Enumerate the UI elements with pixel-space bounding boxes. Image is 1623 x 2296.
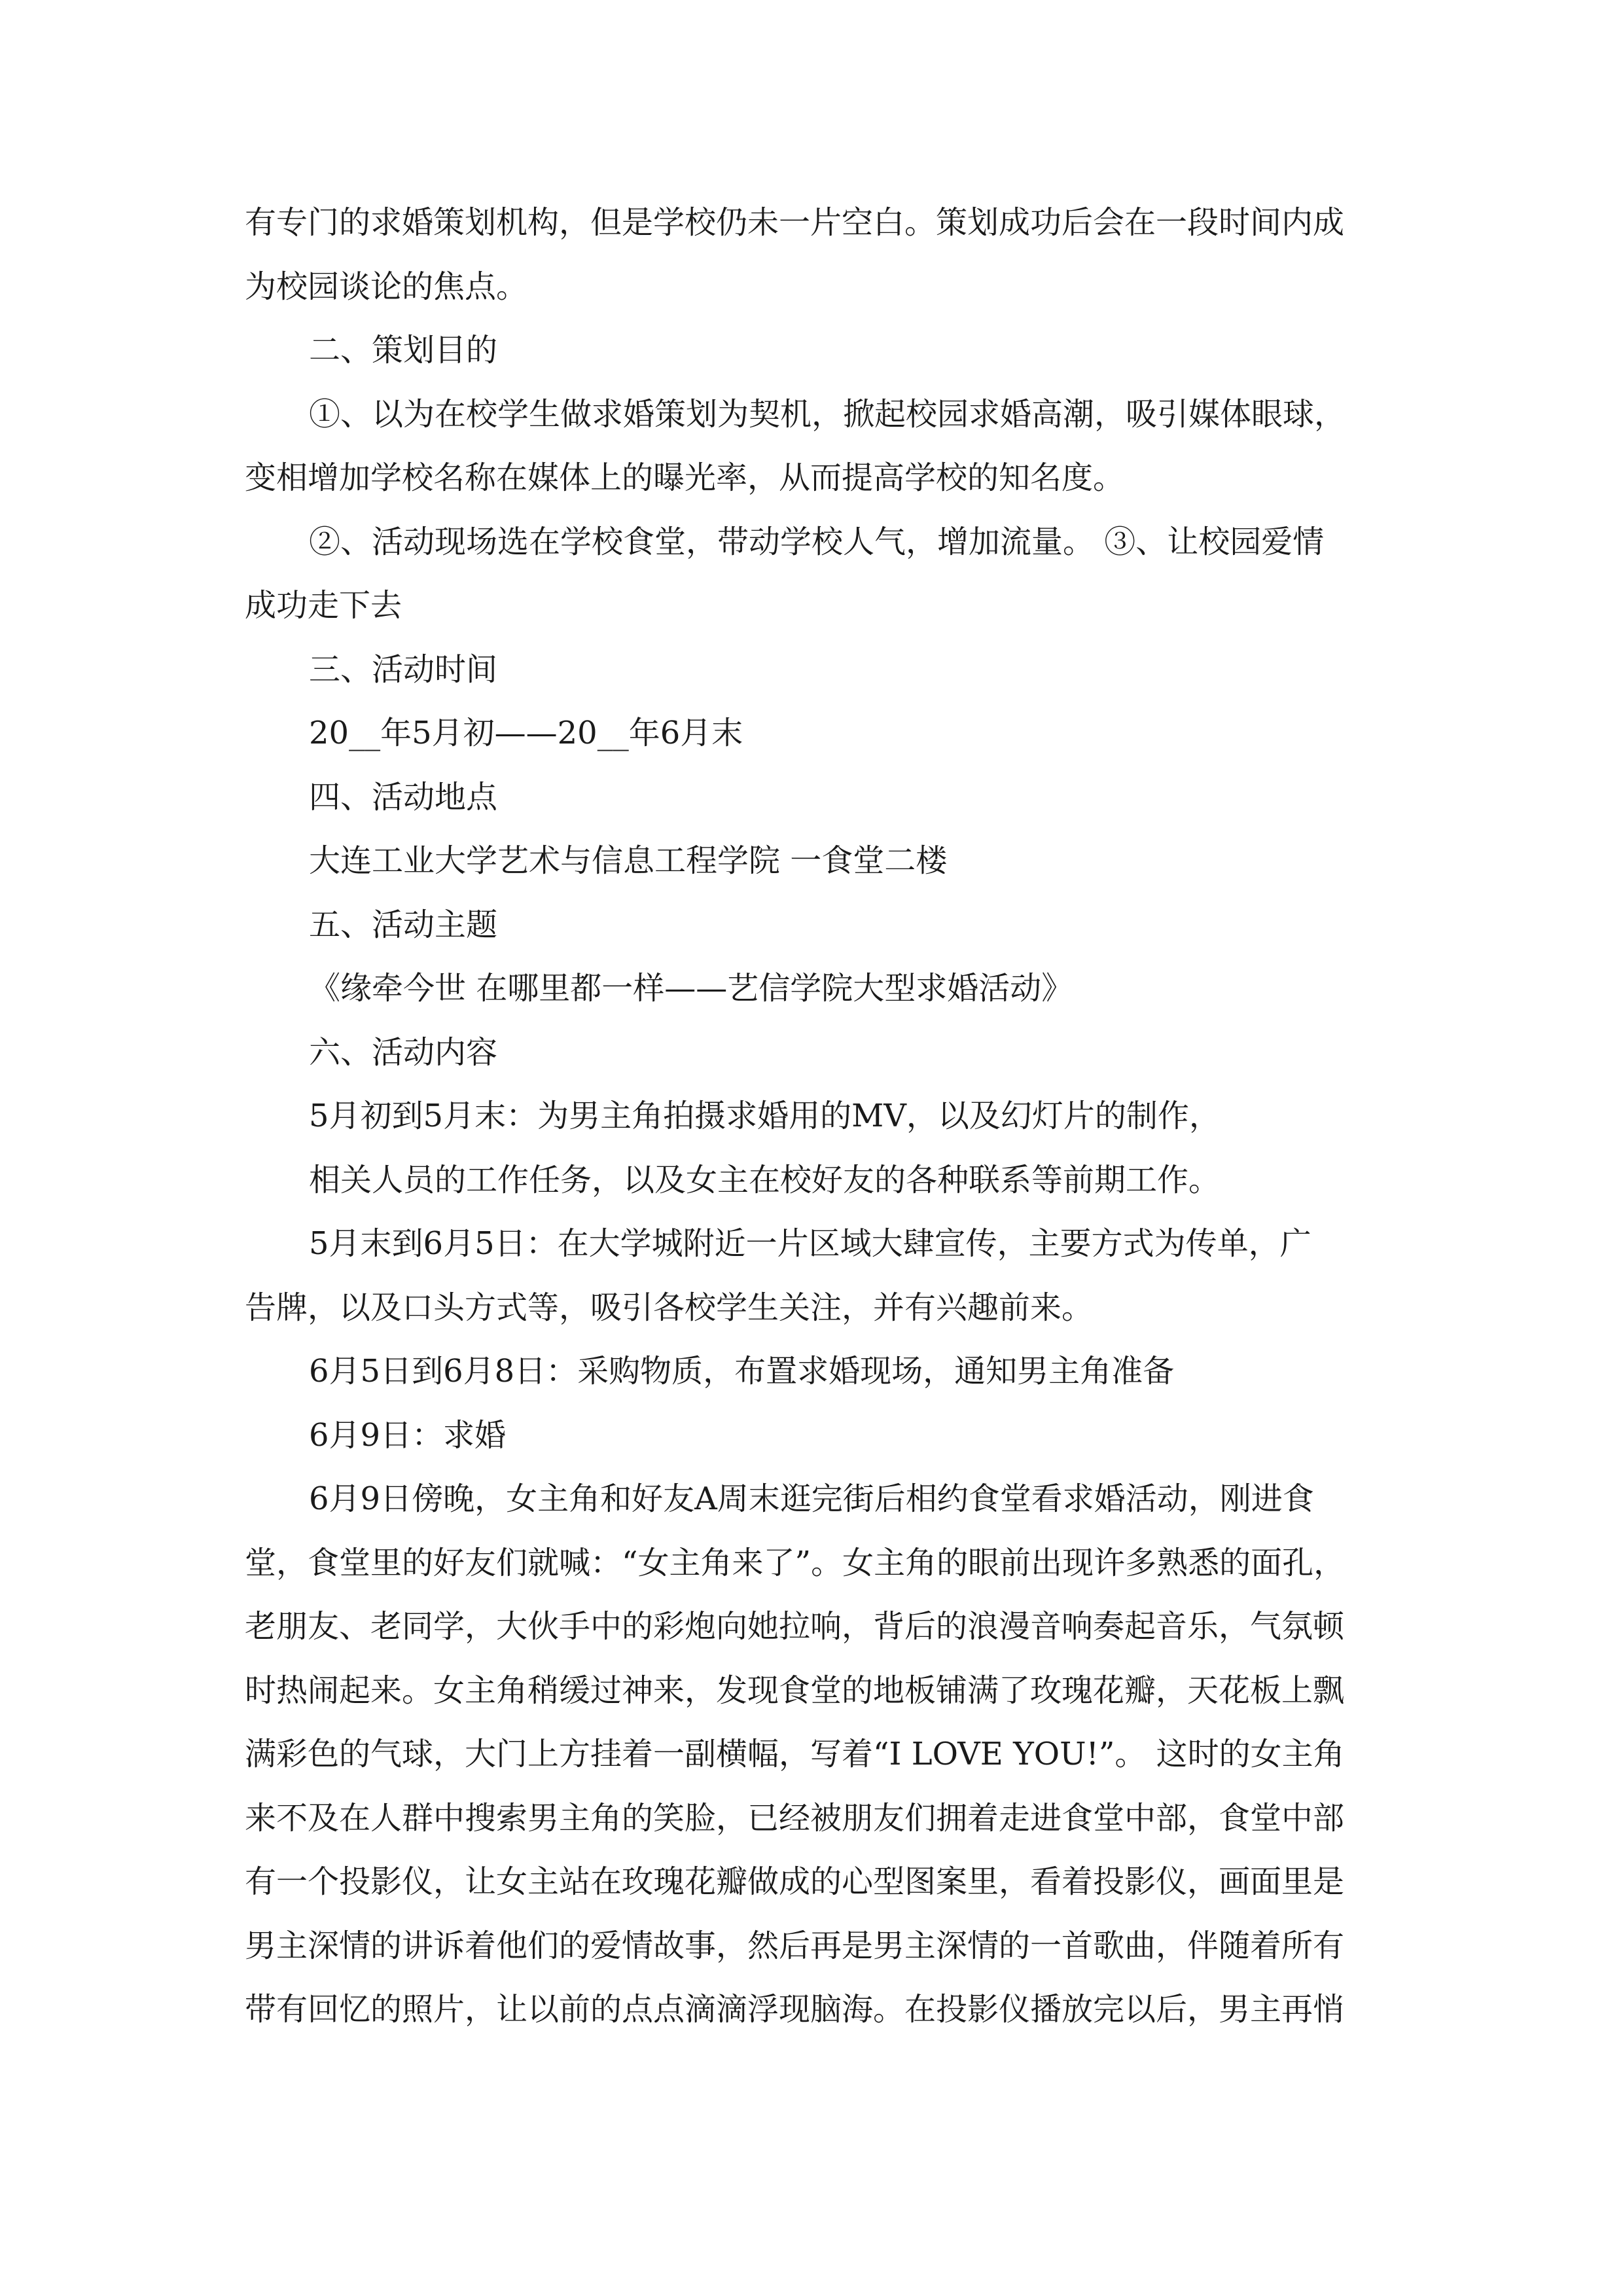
text-line: ①、以为在校学生做求婚策划为契机，掀起校园求婚高潮，吸引媒体眼球， [309, 396, 1346, 433]
text-line: 男主深情的讲诉着他们的爱情故事，然后再是男主深情的一首歌曲，伴随着所有 [245, 1928, 1345, 1964]
text-line: 20__年5月初——20__年6月末 [309, 715, 743, 751]
text-line: 有专门的求婚策划机构，但是学校仍未一片空白。策划成功后会在一段时间内成 [245, 204, 1345, 241]
section-heading-time: 三、活动时间 [309, 651, 498, 688]
text-line: 变相增加学校名称在媒体上的曝光率，从而提高学校的知名度。 [245, 459, 1125, 496]
text-line: 满彩色的气球，大门上方挂着一副横幅，写着“I LOVE YOU!”。 这时的女主角 [245, 1736, 1345, 1772]
text-line: 相关人员的工作任务，以及女主在校好友的各种联系等前期工作。 [309, 1162, 1221, 1198]
text-line: 5月末到6月5日：在大学城附近一片区域大肆宣传，主要方式为传单，广 [309, 1225, 1311, 1262]
section-heading-purpose: 二、策划目的 [309, 332, 498, 368]
text-line: 带有回忆的照片，让以前的点点滴滴浮现脑海。在投影仪播放完以后，男主再悄 [245, 1991, 1345, 2028]
text-line: 6月9日：求婚 [309, 1417, 507, 1454]
text-line: 告牌，以及口头方式等，吸引各校学生关注，并有兴趣前来。 [245, 1289, 1094, 1326]
text-line: 成功走下去 [245, 587, 402, 624]
text-line: 6月5日到6月8日：采购物质，布置求婚现场，通知男主角准备 [309, 1353, 1175, 1390]
text-line: 为校园谈论的焦点。 [245, 268, 528, 305]
text-line: ②、活动现场选在学校食堂，带动学校人气，增加流量。 ③、让校园爱情 [309, 524, 1325, 560]
text-line: 老朋友、老同学，大伙手中的彩炮向她拉响，背后的浪漫音响奏起音乐，气氛顿 [245, 1608, 1345, 1645]
text-line: 堂，食堂里的好友们就喊：“女主角来了”。女主角的眼前出现许多熟悉的面孔， [245, 1545, 1346, 1581]
text-line: 6月9日傍晚，女主角和好友A周末逛完街后相约食堂看求婚活动，刚进食 [309, 1480, 1314, 1517]
text-line: 《缘牵今世 在哪里都一样——艺信学院大型求婚活动》 [309, 970, 1073, 1007]
section-heading-theme: 五、活动主题 [309, 906, 498, 943]
text-line: 时热闹起来。女主角稍缓过神来，发现食堂的地板铺满了玫瑰花瓣，天花板上飘 [245, 1672, 1345, 1709]
text-line: 大连工业大学艺术与信息工程学院 一食堂二楼 [309, 842, 948, 879]
section-heading-location: 四、活动地点 [309, 779, 498, 816]
text-line: 来不及在人群中搜索男主角的笑脸，已经被朋友们拥着走进食堂中部，食堂中部 [245, 1800, 1345, 1837]
section-heading-content: 六、活动内容 [309, 1034, 498, 1071]
text-line: 5月初到5月末：为男主角拍摄求婚用的MV，以及幻灯片的制作， [309, 1098, 1221, 1134]
text-line: 有一个投影仪，让女主站在玫瑰花瓣做成的心型图案里，看着投影仪，画面里是 [245, 1863, 1345, 1900]
